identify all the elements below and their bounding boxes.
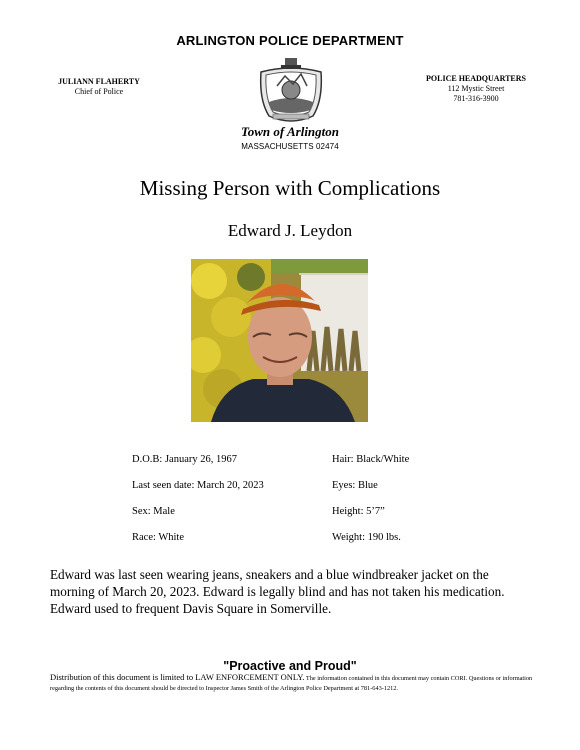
town-seal-icon	[255, 56, 327, 126]
distribution-notice	[50, 673, 535, 693]
dob-field: D.O.B: January 26, 1967	[132, 454, 237, 465]
chief-title: Chief of Police	[74, 87, 124, 96]
state-line: MASSACHUSETTS 02474	[241, 142, 339, 151]
race-field: Race: White	[132, 532, 184, 543]
description-paragraph: Edward was last seen wearing jeans, sneakers and a blue windbreaker jacket on the morning of March 20, 2023. Edward is legally blind and has not taken his medication. Edward used to frequent Davis Square in Somerville.	[50, 567, 505, 616]
person-photo	[191, 259, 368, 422]
town-name: Town of Arlington	[240, 124, 340, 139]
height-field: Height: 5’7”	[332, 506, 385, 517]
eyes-field: Eyes: Blue	[332, 480, 378, 491]
hq-street: 112 Mystic Street	[447, 84, 505, 93]
distribution-lead: Distribution of this document is limited to LAW ENFORCEMENT ONLY.	[50, 672, 305, 682]
motto: "Proactive and Proud"	[223, 659, 357, 673]
department-title: ARLINGTON POLICE DEPARTMENT	[176, 33, 404, 48]
headquarters-block	[414, 74, 538, 104]
chief-block	[44, 77, 154, 97]
distribution-rest: The information contained in this document may contain CORI. Questions or information regarding the contents of this document should be directed to Inspector James Smith of the Arlington Police Department at 781-643-1212.	[50, 675, 533, 692]
notice-title: Missing Person with Complications	[139, 176, 441, 200]
hq-phone: 781-316-3900	[453, 94, 499, 103]
hq-title: POLICE HEADQUARTERS	[426, 74, 526, 83]
weight-field: Weight: 190 lbs.	[332, 532, 401, 543]
last-seen-field: Last seen date: March 20, 2023	[132, 480, 264, 491]
chief-name: JULIANN FLAHERTY	[58, 77, 140, 86]
person-name: Edward J. Leydon	[227, 221, 353, 240]
sex-field: Sex: Male	[132, 506, 175, 517]
hair-field: Hair: Black/White	[332, 454, 410, 465]
